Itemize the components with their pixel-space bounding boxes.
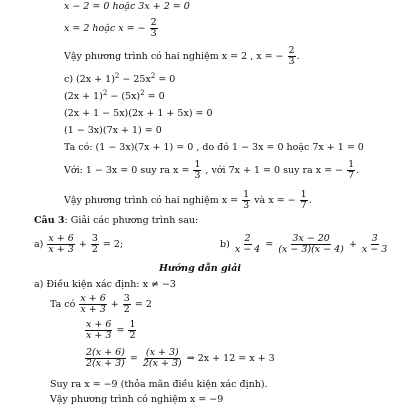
- fraction: [277, 234, 345, 255]
- reasoning-text: Với: 1 − 3x = 0 suy ra x =: [64, 164, 190, 176]
- fraction-denominator: x − 4: [234, 243, 261, 255]
- fraction: [91, 234, 99, 255]
- operator: =: [265, 238, 274, 250]
- fraction-numerator: x + 6: [80, 293, 106, 304]
- operator: =: [116, 324, 125, 336]
- conclusion-text: Vậy phương trình có hai nghiệm x =: [64, 194, 239, 206]
- fraction: [288, 46, 296, 67]
- fraction: [85, 348, 126, 369]
- fraction-denominator: 2(x + 3): [86, 357, 125, 369]
- step-text: Ta có: [50, 298, 76, 310]
- fraction-numerator: 3x − 20: [292, 233, 330, 244]
- equation-text: (2x + 1 − 5x)(2x + 1 + 5x) = 0: [64, 108, 213, 119]
- fraction-numerator: 2: [244, 233, 251, 244]
- equation-text: = 0: [155, 74, 176, 85]
- equation-line: [64, 18, 159, 39]
- fraction-denominator: (x − 3)(x − 4): [278, 243, 344, 255]
- fraction-numerator: 1: [129, 319, 136, 330]
- fraction-denominator: 2(x + 3): [142, 357, 182, 369]
- fraction-numerator: 1: [300, 189, 307, 200]
- fraction-denominator: x + 3: [48, 243, 74, 255]
- question-text: : Giải các phương trình sau:: [64, 215, 199, 226]
- reasoning-line: [64, 143, 364, 153]
- operator: +: [78, 238, 87, 250]
- fraction-denominator: 3: [150, 27, 157, 39]
- fraction-denominator: 2: [91, 243, 98, 255]
- exponent: 2: [102, 88, 108, 97]
- reasoning-line: [64, 160, 359, 181]
- condition-line: [34, 280, 176, 290]
- reasoning-text: , với 7x + 1 = 0 suy ra x = −: [205, 164, 344, 176]
- fraction-numerator: 1: [348, 159, 355, 170]
- fraction-denominator: 3: [194, 169, 201, 181]
- fraction: [242, 190, 250, 211]
- question-part-b: [220, 234, 389, 255]
- equation-text: ⇒ 2x + 12 = x + 3: [186, 352, 275, 364]
- fraction-numerator: 3: [91, 233, 98, 244]
- equation-text: x − 2 = 0 hoặc 3x + 2 = 0: [64, 1, 190, 12]
- equation-text: − (5x): [107, 91, 141, 102]
- fraction: [361, 234, 388, 255]
- fraction: [193, 160, 201, 181]
- exponent: 2: [114, 71, 120, 80]
- fraction-denominator: 2: [123, 303, 130, 315]
- reasoning-text: Ta có: (1 − 3x)(7x + 1) = 0 , do đó 1 − 3x = 0 hoặc 7x + 1 = 0: [64, 142, 364, 153]
- fraction: [79, 294, 106, 315]
- fraction: [234, 234, 261, 255]
- fraction: [128, 320, 136, 341]
- operator: +: [110, 298, 119, 310]
- conclusion-line: Vậy phương trình có hai nghiệm x = 2 , x = − $\frac{2}{3}$ .: [64, 45, 300, 67]
- solution-step-2: [84, 320, 137, 341]
- equation-text: = 2: [134, 298, 152, 310]
- question-part-a: [34, 234, 123, 255]
- condition-text: a) Điều kiện xác định: x ≠ −3: [34, 279, 176, 290]
- fraction: [300, 190, 308, 211]
- exponent: 2: [140, 88, 145, 97]
- fraction: [150, 18, 158, 39]
- fraction-denominator: 2: [129, 329, 136, 341]
- fraction-denominator: x + 3: [86, 329, 112, 341]
- equation-text: c) (2x + 1): [64, 74, 115, 85]
- fraction: [85, 320, 112, 341]
- equation-line: [64, 2, 190, 12]
- fraction-numerator: 2: [150, 17, 157, 28]
- fraction-numerator: 2: [288, 45, 295, 56]
- equation-text: = 2;: [102, 238, 124, 250]
- exponent: 2: [150, 71, 156, 80]
- equation-text: − 25x: [119, 74, 151, 85]
- equation-line: [64, 88, 165, 102]
- equation-text: (1 − 3x)(7x + 1) = 0: [64, 125, 162, 136]
- part-label: b): [220, 238, 230, 250]
- fraction-numerator: 3: [371, 233, 378, 244]
- fraction: [347, 160, 355, 181]
- part-c-heading: [64, 71, 176, 85]
- fraction-numerator: (x + 3): [145, 347, 179, 358]
- fraction: [47, 234, 74, 255]
- fraction-denominator: 7: [348, 169, 355, 181]
- punctuation: .: [308, 194, 312, 206]
- fraction-numerator: x + 6: [86, 319, 112, 330]
- fraction: [123, 294, 131, 315]
- equation-line: [64, 109, 213, 119]
- conclusion-line: [64, 190, 312, 211]
- equation-text: = 0: [144, 91, 165, 102]
- solution-step-1: [50, 294, 152, 315]
- operator: +: [348, 238, 357, 250]
- operator: =: [129, 352, 138, 364]
- equation-line: [64, 126, 162, 136]
- question-label: Câu 3: [34, 215, 65, 226]
- question-heading: [34, 216, 198, 226]
- result-text: Vậy phương trình có nghiệm x = −9: [50, 394, 224, 405]
- conclusion-text: Vậy phương trình có hai nghiệm x = 2 , x = −: [64, 50, 284, 62]
- result-text: Suy ra x = −9 (thỏa mãn điều kiện xác định).: [50, 379, 268, 390]
- equation-text: x = 2 hoặc x = −: [64, 22, 146, 34]
- fraction: [142, 348, 183, 369]
- fraction-numerator: 3: [123, 293, 130, 304]
- fraction-numerator: x + 6: [48, 233, 74, 244]
- punctuation: .: [356, 164, 360, 176]
- fraction-denominator: x + 3: [80, 303, 106, 315]
- fraction-denominator: 3: [243, 199, 250, 211]
- fraction-denominator: x − 3: [361, 243, 388, 255]
- fraction-numerator: 2(x + 6): [86, 347, 125, 358]
- fraction-denominator: 7: [300, 199, 307, 211]
- part-label: a): [34, 238, 44, 250]
- fraction-denominator: 3: [288, 55, 295, 67]
- result-line: [50, 380, 268, 390]
- guide-title-text: Hướng dẫn giải: [158, 263, 242, 274]
- fraction-numerator: 1: [194, 159, 201, 170]
- equation-text: (2x + 1): [64, 91, 103, 102]
- guide-title: [0, 264, 400, 274]
- solution-step-3: [84, 348, 275, 369]
- conclusion-text: và x = −: [254, 194, 296, 206]
- fraction-numerator: 1: [243, 189, 250, 200]
